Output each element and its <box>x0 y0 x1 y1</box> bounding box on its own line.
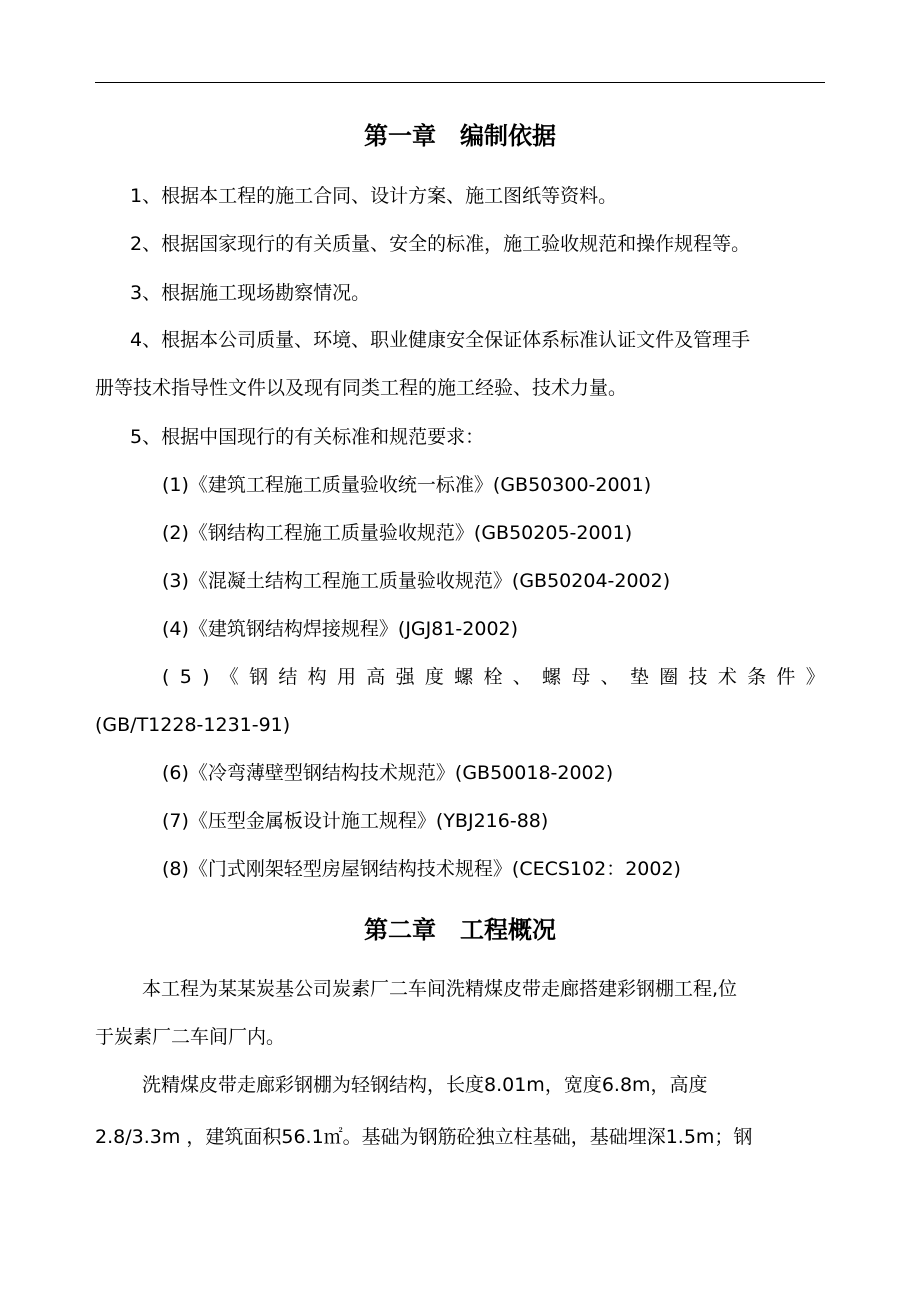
overview-paragraph-2-line-1: 洗精煤皮带走廊彩钢棚为轻钢结构，长度8.01m，宽度6.8m，高度 <box>142 1074 708 1096</box>
overview-paragraph-2-line-2: 2.8/3.3m ，建筑面积56.1㎡。基础为钢筋砼独立柱基础，基础埋深1.5m；钢 <box>95 1126 753 1148</box>
standard-5-char: 》 <box>805 666 825 688</box>
standard-5-char: 垫 <box>629 666 649 688</box>
standard-5-char: 条 <box>747 666 767 688</box>
standard-5-char: 母 <box>571 666 591 688</box>
standard-5-char: 、 <box>600 666 620 688</box>
standard-5-char: 件 <box>776 666 796 688</box>
standard-5-char: 5 <box>179 666 192 688</box>
basis-item-4-line-1: 4、根据本公司质量、环境、职业健康安全保证体系标准认证文件及管理手 <box>130 329 751 351</box>
standard-item-3: (3)《混凝土结构工程施工质量验收规范》(GB50204-2002) <box>162 570 671 592</box>
chapter-2-title: 第二章 工程概况 <box>364 916 556 944</box>
standard-5-char: 度 <box>424 666 444 688</box>
basis-item-5: 5、根据中国现行的有关标准和规范要求： <box>130 426 485 448</box>
standard-5-char: 构 <box>307 666 327 688</box>
standard-item-6: (6)《冷弯薄壁型钢结构技术规范》(GB50018-2002) <box>162 762 614 784</box>
standard-5-char: ( <box>162 666 170 688</box>
standard-5-char: 《 <box>219 666 239 688</box>
basis-item-4-line-2: 册等技术指导性文件以及现有同类工程的施工经验、技术力量。 <box>95 377 628 399</box>
basis-item-2: 2、根据国家现行的有关质量、安全的标准，施工验收规范和操作规程等。 <box>130 233 751 255</box>
standard-item-4: (4)《建筑钢结构焊接规程》(JGJ81-2002) <box>162 618 519 640</box>
standard-5-char: 结 <box>278 666 298 688</box>
standard-5-char: 圈 <box>659 666 679 688</box>
basis-item-1: 1、根据本工程的施工合同、设计方案、施工图纸等资料。 <box>130 185 618 207</box>
overview-paragraph-1-line-1: 本工程为某某炭基公司炭素厂二车间洗精煤皮带走廊搭建彩钢棚工程,位 <box>142 978 738 1000</box>
standard-item-1: (1)《建筑工程施工质量验收统一标准》(GB50300-2001) <box>162 474 652 496</box>
chapter-1-title: 第一章 编制依据 <box>364 122 556 150</box>
standard-5-char: ) <box>202 666 210 688</box>
standard-5-char: 用 <box>336 666 356 688</box>
standard-5-char: 螺 <box>454 666 474 688</box>
standard-5-char: 、 <box>512 666 532 688</box>
overview-paragraph-1-line-2: 于炭素厂二车间厂内。 <box>95 1026 286 1048</box>
standard-5-char: 钢 <box>249 666 269 688</box>
standard-item-5-line-1 <box>162 665 825 689</box>
standard-item-2: (2)《钢结构工程施工质量验收规范》(GB50205-2001) <box>162 522 633 544</box>
standard-item-8: (8)《门式刚架轻型房屋钢结构技术规程》(CECS102：2002) <box>162 858 681 880</box>
standard-item-7: (7)《压型金属板设计施工规程》(YBJ216-88) <box>162 810 549 832</box>
header-rule <box>95 82 825 83</box>
standard-5-char: 高 <box>366 666 386 688</box>
standard-5-char: 栓 <box>483 666 503 688</box>
basis-item-3: 3、根据施工现场勘察情况。 <box>130 282 371 304</box>
standard-item-5-line-2: (GB/T1228-1231-91) <box>95 714 291 736</box>
standard-5-char: 螺 <box>542 666 562 688</box>
standard-5-char: 强 <box>395 666 415 688</box>
standard-5-char: 术 <box>717 666 737 688</box>
standard-5-char: 技 <box>688 666 708 688</box>
